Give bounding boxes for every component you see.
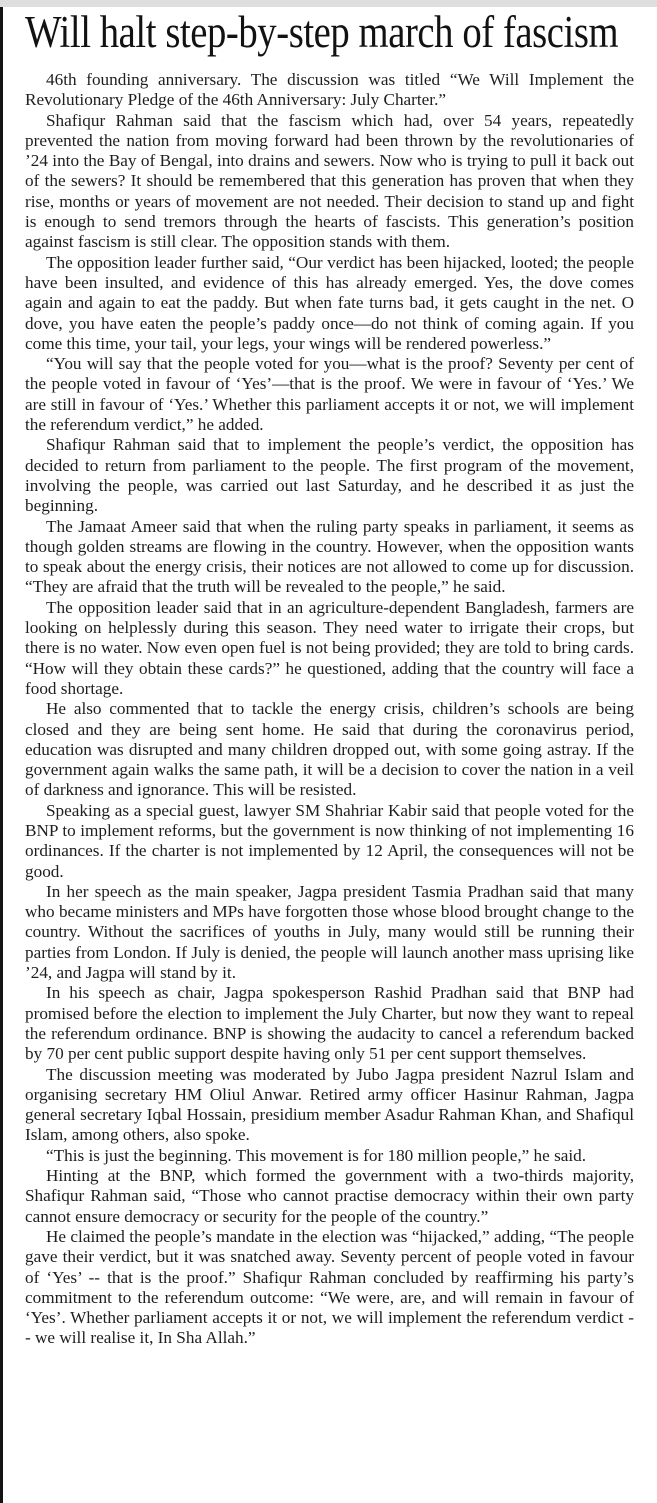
article-paragraph: Hinting at the BNP, which formed the government with a two-thirds majority, Shafiqur Rahman said, “Those who cannot practise democracy within their own party cannot ensure democracy or security for the people of the country.” <box>25 1166 634 1226</box>
article-paragraph: Shafiqur Rahman said that the fascism which had, over 54 years, repeatedly prevented the nation from moving forward had been thrown by the revolutionaries of ’24 into the Bay of Bengal, into drains and sewers. Now who is trying to pull it back out of the sewers? It should be remembered that this generation has proven that when they rise, months or years of movement are not needed. Their decision to stand up and fight is enough to send tremors through the hearts of fascists. This generation’s position against fascism is still clear. The opposition stands with them. <box>25 110 634 252</box>
article-paragraph: In her speech as the main speaker, Jagpa president Tasmia Pradhan said that many who became ministers and MPs have forgotten those whose blood brought change to the country. Without the sacrifices of youths in July, many would still be running their parties from London. If July is denied, the people will launch another mass uprising like ’24, and Jagpa will stand by it. <box>25 881 634 983</box>
article-paragraph: 46th founding anniversary. The discussion was titled “We Will Implement the Revolutionary Pledge of the 46th Anniversary: July Charter.” <box>25 70 634 110</box>
article-paragraph: He claimed the people’s mandate in the election was “hijacked,” adding, “The people gave their verdict, but it was snatched away. Seventy percent of people voted in favour of ‘Yes’ -- that is the proof.” Shafiqur Rahman concluded by reaffirming his party’s commitment to the referendum outcome: “We were, are, and will remain in favour of ‘Yes’. Whether parliament accepts it or not, we will implement the referendum verdict -- we will realise it, In Sha Allah.” <box>25 1226 634 1348</box>
article-paragraph: The opposition leader said that in an agriculture-dependent Bangladesh, farmers are looking on helplessly during this season. They need water to irrigate their crops, but there is no water. Now even open fuel is not being provided; they are told to bring cards. “How will they obtain these cards?” he questioned, adding that the country will face a food shortage. <box>25 597 634 698</box>
article-body <box>25 70 634 1349</box>
article-headline: Will halt step-by-step march of fascism <box>25 7 619 57</box>
article-paragraph: “This is just the beginning. This movement is for 180 million people,” he said. <box>46 1145 587 1165</box>
article-paragraph: The discussion meeting was moderated by Jubo Jagpa president Nazrul Islam and organising secretary HM Oliul Anwar. Retired army officer Hasinur Rahman, Jagpa general secretary Iqbal Hossain, presidium member Asadur Rahman Khan, and Shafiqul Islam, among others, also spoke. <box>25 1064 634 1145</box>
article-paragraph: The Jamaat Ameer said that when the ruling party speaks in parliament, it seems as though golden streams are flowing in the country. However, when the opposition wants to speak about the energy crisis, their notices are not allowed to come up for discussion. “They are afraid that the truth will be revealed to the people,” he said. <box>25 516 634 597</box>
article-paragraph: In his speech as chair, Jagpa spokesperson Rashid Pradhan said that BNP had promised before the election to implement the July Charter, but now they want to repeal the referendum ordinance. BNP is showing the audacity to cancel a referendum backed by 70 per cent public support despite having only 51 per cent support themselves. <box>25 983 634 1064</box>
article-paragraph: Speaking as a special guest, lawyer SM Shahriar Kabir said that people voted for the BNP to implement reforms, but the government is now thinking of not implementing 16 ordinances. If the charter is not implemented by 12 April, the consequences will not be good. <box>25 800 634 881</box>
article-paragraph: Shafiqur Rahman said that to implement the people’s verdict, the opposition has decided to return from parliament to the people. The first program of the movement, involving the people, was carried out last Saturday, and he described it as just the beginning. <box>25 435 634 516</box>
article-paragraph: The opposition leader further said, “Our verdict has been hijacked, looted; the people have been insulted, and evidence of this has already emerged. Yes, the dove comes again and again to eat the paddy. But when fate turns bad, it gets caught in the net. O dove, you have eaten the people’s paddy once—do not think of coming again. If you come this time, your tail, your legs, your wings will be rendered powerless.” <box>25 252 634 353</box>
article-paragraph: “You will say that the people voted for you—what is the proof? Seventy per cent of the people voted in favour of ‘Yes’—that is the proof. We were in favour of ‘Yes.’ We are still in favour of ‘Yes.’ Whether this parliament accepts it or not, we will implement the referendum verdict,” he added. <box>25 354 634 435</box>
article-paragraph: He also commented that to tackle the energy crisis, children’s schools are being closed and they are being sent home. He said that during the coronavirus period, education was disrupted and many children dropped out, with some going astray. If the government again walks the same path, it will be a decision to cover the nation in a veil of darkness and ignorance. This will be resisted. <box>25 699 634 800</box>
page-left-edge <box>0 7 3 1503</box>
